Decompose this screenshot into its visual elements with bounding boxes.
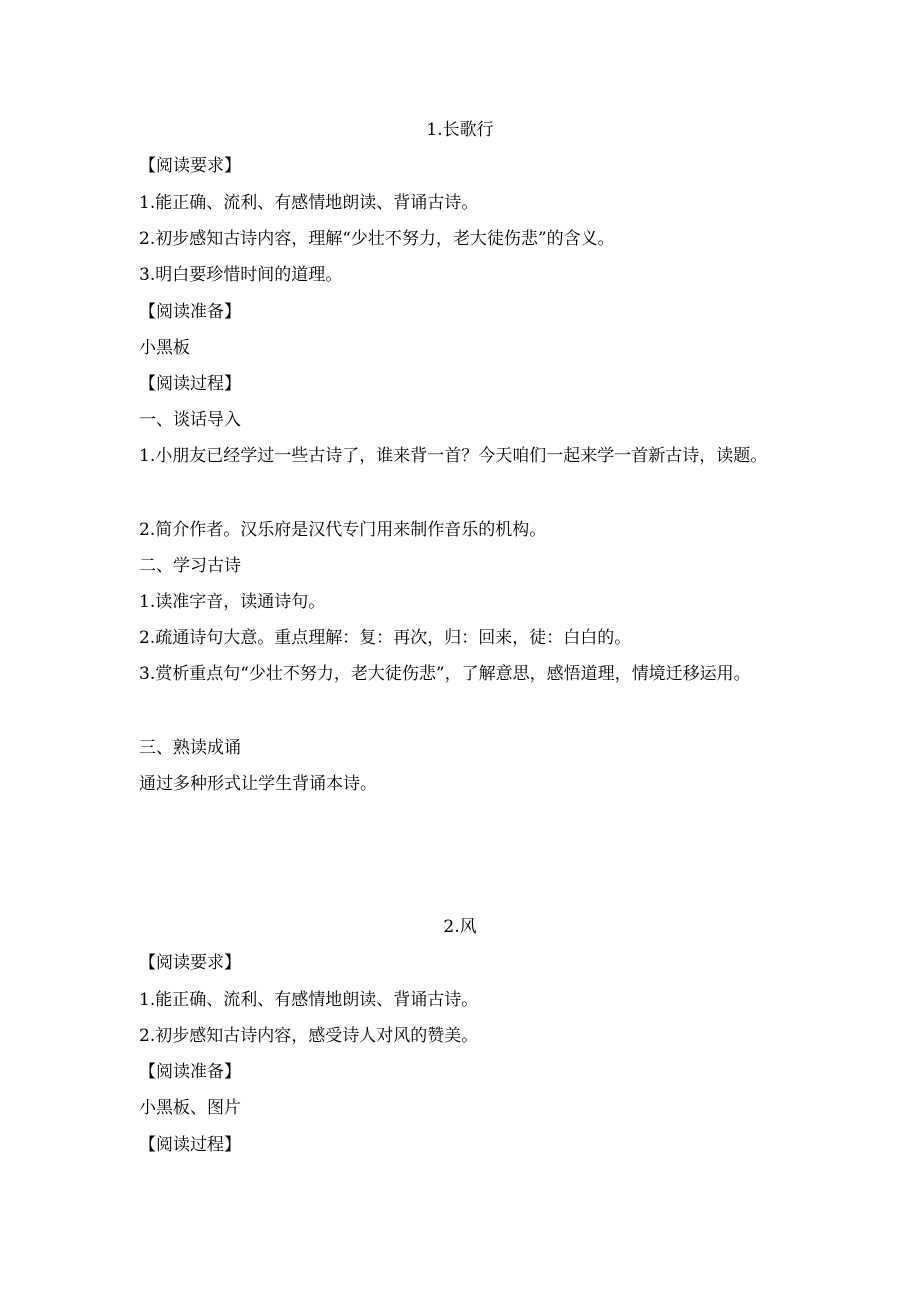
proc-heading-1: 【阅读过程】 <box>139 374 241 394</box>
step-item-2-3: 3.赏析重点句“少壮不努力，老大徒伤悲”，了解意思，感悟道理，情境迁移运用。 <box>139 664 751 684</box>
prep-heading-1: 【阅读准备】 <box>139 302 241 322</box>
prep-heading-2: 【阅读准备】 <box>139 1062 241 1082</box>
step-item-1-1: 1.小朋友已经学过一些古诗了，谁来背一首？今天咱们一起来学一首新古诗，读题。 <box>139 446 768 466</box>
step-heading-1: 一、谈话导入 <box>139 410 241 430</box>
step-item-1-2: 2.简介作者。汉乐府是汉代专门用来制作音乐的机构。 <box>139 520 547 540</box>
req-heading-1: 【阅读要求】 <box>139 156 241 176</box>
prep-text-1: 小黑板 <box>139 338 190 358</box>
req-item-2: 2.初步感知古诗内容，理解“少壮不努力，老大徒伤悲”的含义。 <box>139 229 615 249</box>
step-item-2-1: 1.读准字音，读通诗句。 <box>139 592 326 612</box>
prep-text-2: 小黑板、图片 <box>139 1098 241 1118</box>
section-title-2: 2.风 <box>443 917 477 937</box>
req-item-3: 3.明白要珍惜时间的道理。 <box>139 265 343 285</box>
req-item-2-1: 1.能正确、流利、有感情地朗读、背诵古诗。 <box>139 990 479 1010</box>
req-item-1: 1.能正确、流利、有感情地朗读、背诵古诗。 <box>139 193 479 213</box>
step-item-2-2: 2.疏通诗句大意。重点理解：复：再次，归：回来，徒：白白的。 <box>139 628 632 648</box>
step-heading-2: 二、学习古诗 <box>139 556 241 576</box>
step-heading-3: 三、熟读成诵 <box>139 738 241 758</box>
section-title-1: 1.长歌行 <box>426 120 494 140</box>
step-item-3-1: 通过多种形式让学生背诵本诗。 <box>139 774 377 794</box>
req-heading-2: 【阅读要求】 <box>139 953 241 973</box>
req-item-2-2: 2.初步感知古诗内容，感受诗人对风的赞美。 <box>139 1026 479 1046</box>
proc-heading-2: 【阅读过程】 <box>139 1135 241 1155</box>
